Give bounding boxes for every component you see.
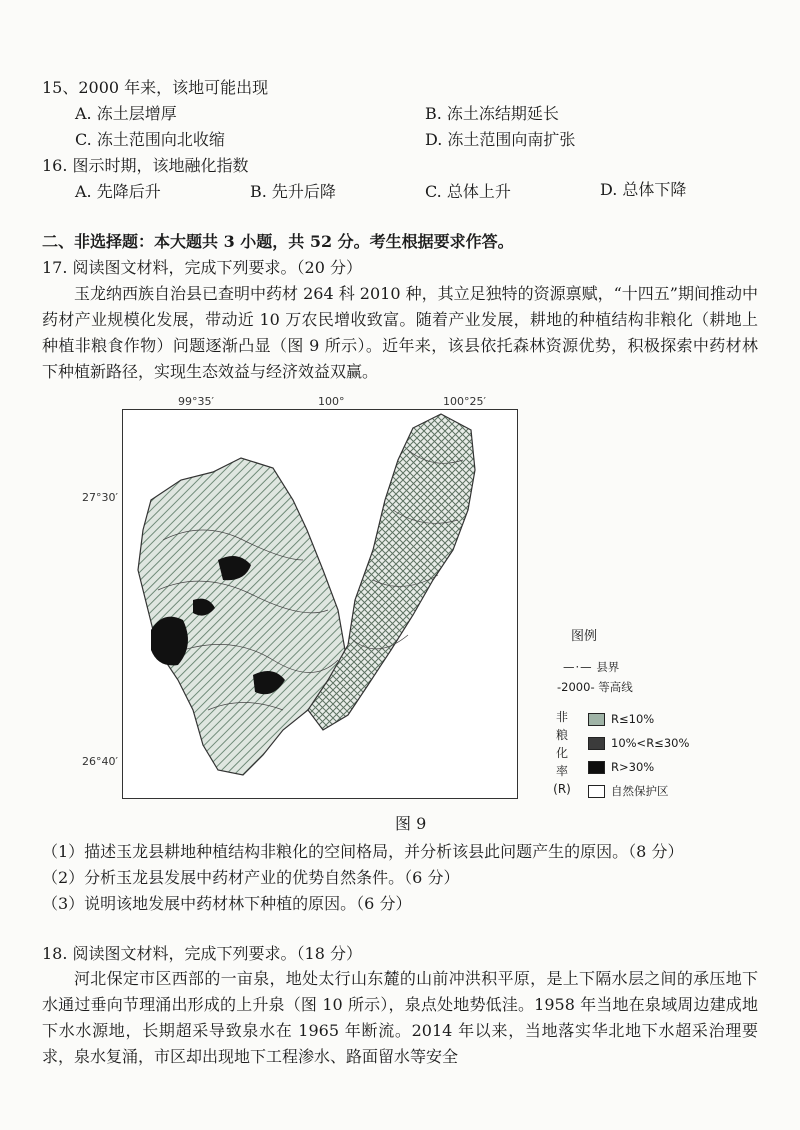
q17-stem: 17. 阅读图文材料，完成下列要求。（20 分） — [42, 258, 362, 277]
legend-r3: R>30% — [588, 759, 654, 775]
legend-r2: 10%<R≤30% — [588, 735, 689, 751]
swatch-mid — [588, 737, 605, 750]
q18-material: 河北保定市区西部的一亩泉，地处太行山东麓的山前冲洪积平原，是上下隔水层之间的承压地下水通过垂向节理涌出形成的上升泉（图 10 所示），泉点处地势低洼。1958 年当地在泉域周边建成地下水水源地，长期超采导致泉水在 1965 年断流。2014 年以来，当地落实华北地下水超采治理要求，泉水复涌，市区却出现地下工程渗水、路面留水等安全 — [42, 969, 758, 1066]
swatch-reserve — [588, 785, 605, 798]
q17-sub1: （1）描述玉龙县耕地种植结构非粮化的空间格局，并分析该县此问题产生的原因。（8 分） — [42, 842, 684, 861]
rate-label-1: 非 — [555, 710, 568, 724]
q15-stem: 15、2000 年来，该地可能出现 — [42, 78, 269, 97]
lat-label-2: 26°40′ — [82, 755, 118, 768]
county-border-symbol: —·— — [563, 660, 593, 674]
county-east-lobe — [308, 414, 475, 730]
legend-reserve: 自然保护区 — [588, 783, 669, 799]
section2-heading: 二、非选择题：本大题共 3 小题，共 52 分。考生根据要求作答。 — [42, 232, 514, 251]
rate-label-2: 粮 — [555, 728, 568, 742]
q15-option-c: C. 冻土范围向北收缩 — [75, 130, 225, 149]
county-border-label: 县界 — [596, 660, 620, 674]
q15-option-b: B. 冻土冻结期延长 — [425, 104, 559, 123]
contour-label: 等高线 — [598, 680, 633, 694]
legend-county-border — [563, 659, 619, 675]
q18-stem: 18. 阅读图文材料，完成下列要求。（18 分） — [42, 944, 362, 963]
legend-r1: R≤10% — [588, 711, 654, 727]
swatch-high — [588, 761, 605, 774]
q17-sub2: （2）分析玉龙县发展中药材产业的优势自然条件。（6 分） — [42, 868, 460, 887]
lon-label-2: 100° — [318, 395, 345, 408]
q16-option-c: C. 总体上升 — [425, 182, 511, 201]
q17-sub3: （3）说明该地发展中药材林下种植的原因。（6 分） — [42, 894, 412, 913]
contour-symbol: -2000- — [557, 680, 595, 694]
figure9-map — [82, 395, 518, 810]
map-frame — [122, 409, 518, 799]
lat-label-1: 27°30′ — [82, 491, 118, 504]
county-map-svg — [123, 410, 517, 798]
rate-label-5: (R) — [553, 782, 571, 796]
q15-option-d: D. 冻土范围向南扩张 — [425, 130, 576, 149]
q16-option-d: D. 总体下降 — [600, 180, 687, 199]
lon-label-1: 99°35′ — [178, 395, 214, 408]
legend-contour — [557, 679, 633, 695]
lon-label-3: 100°25′ — [443, 395, 486, 408]
figure9-caption: 图 9 — [395, 814, 427, 833]
county-west-lobe — [138, 458, 345, 775]
rate-label-3: 化 — [555, 746, 568, 760]
q16-option-a: A. 先降后升 — [75, 182, 161, 201]
q17-material: 玉龙纳西族自治县已查明中药材 264 科 2010 种，其立足独特的资源禀赋，“十四五”期间推动中药材产业规模化发展，带动近 10 万农民增收致富。随着产业发展，耕地的种植结构非粮化（耕地上种植非粮食作物）问题逐渐凸显（图 9 所示）。近年来，该县依托森林资源优势，积极探索中药材林下种植新路径，实现生态效益与经济效益双赢。 — [42, 284, 758, 381]
q16-option-b: B. 先升后降 — [250, 182, 336, 201]
legend-title: 图例 — [571, 629, 598, 644]
q16-stem: 16. 图示时期，该地融化指数 — [42, 156, 249, 175]
swatch-low — [588, 713, 605, 726]
rate-label-4: 率 — [555, 764, 568, 778]
q15-option-a: A. 冻土层增厚 — [75, 104, 177, 123]
